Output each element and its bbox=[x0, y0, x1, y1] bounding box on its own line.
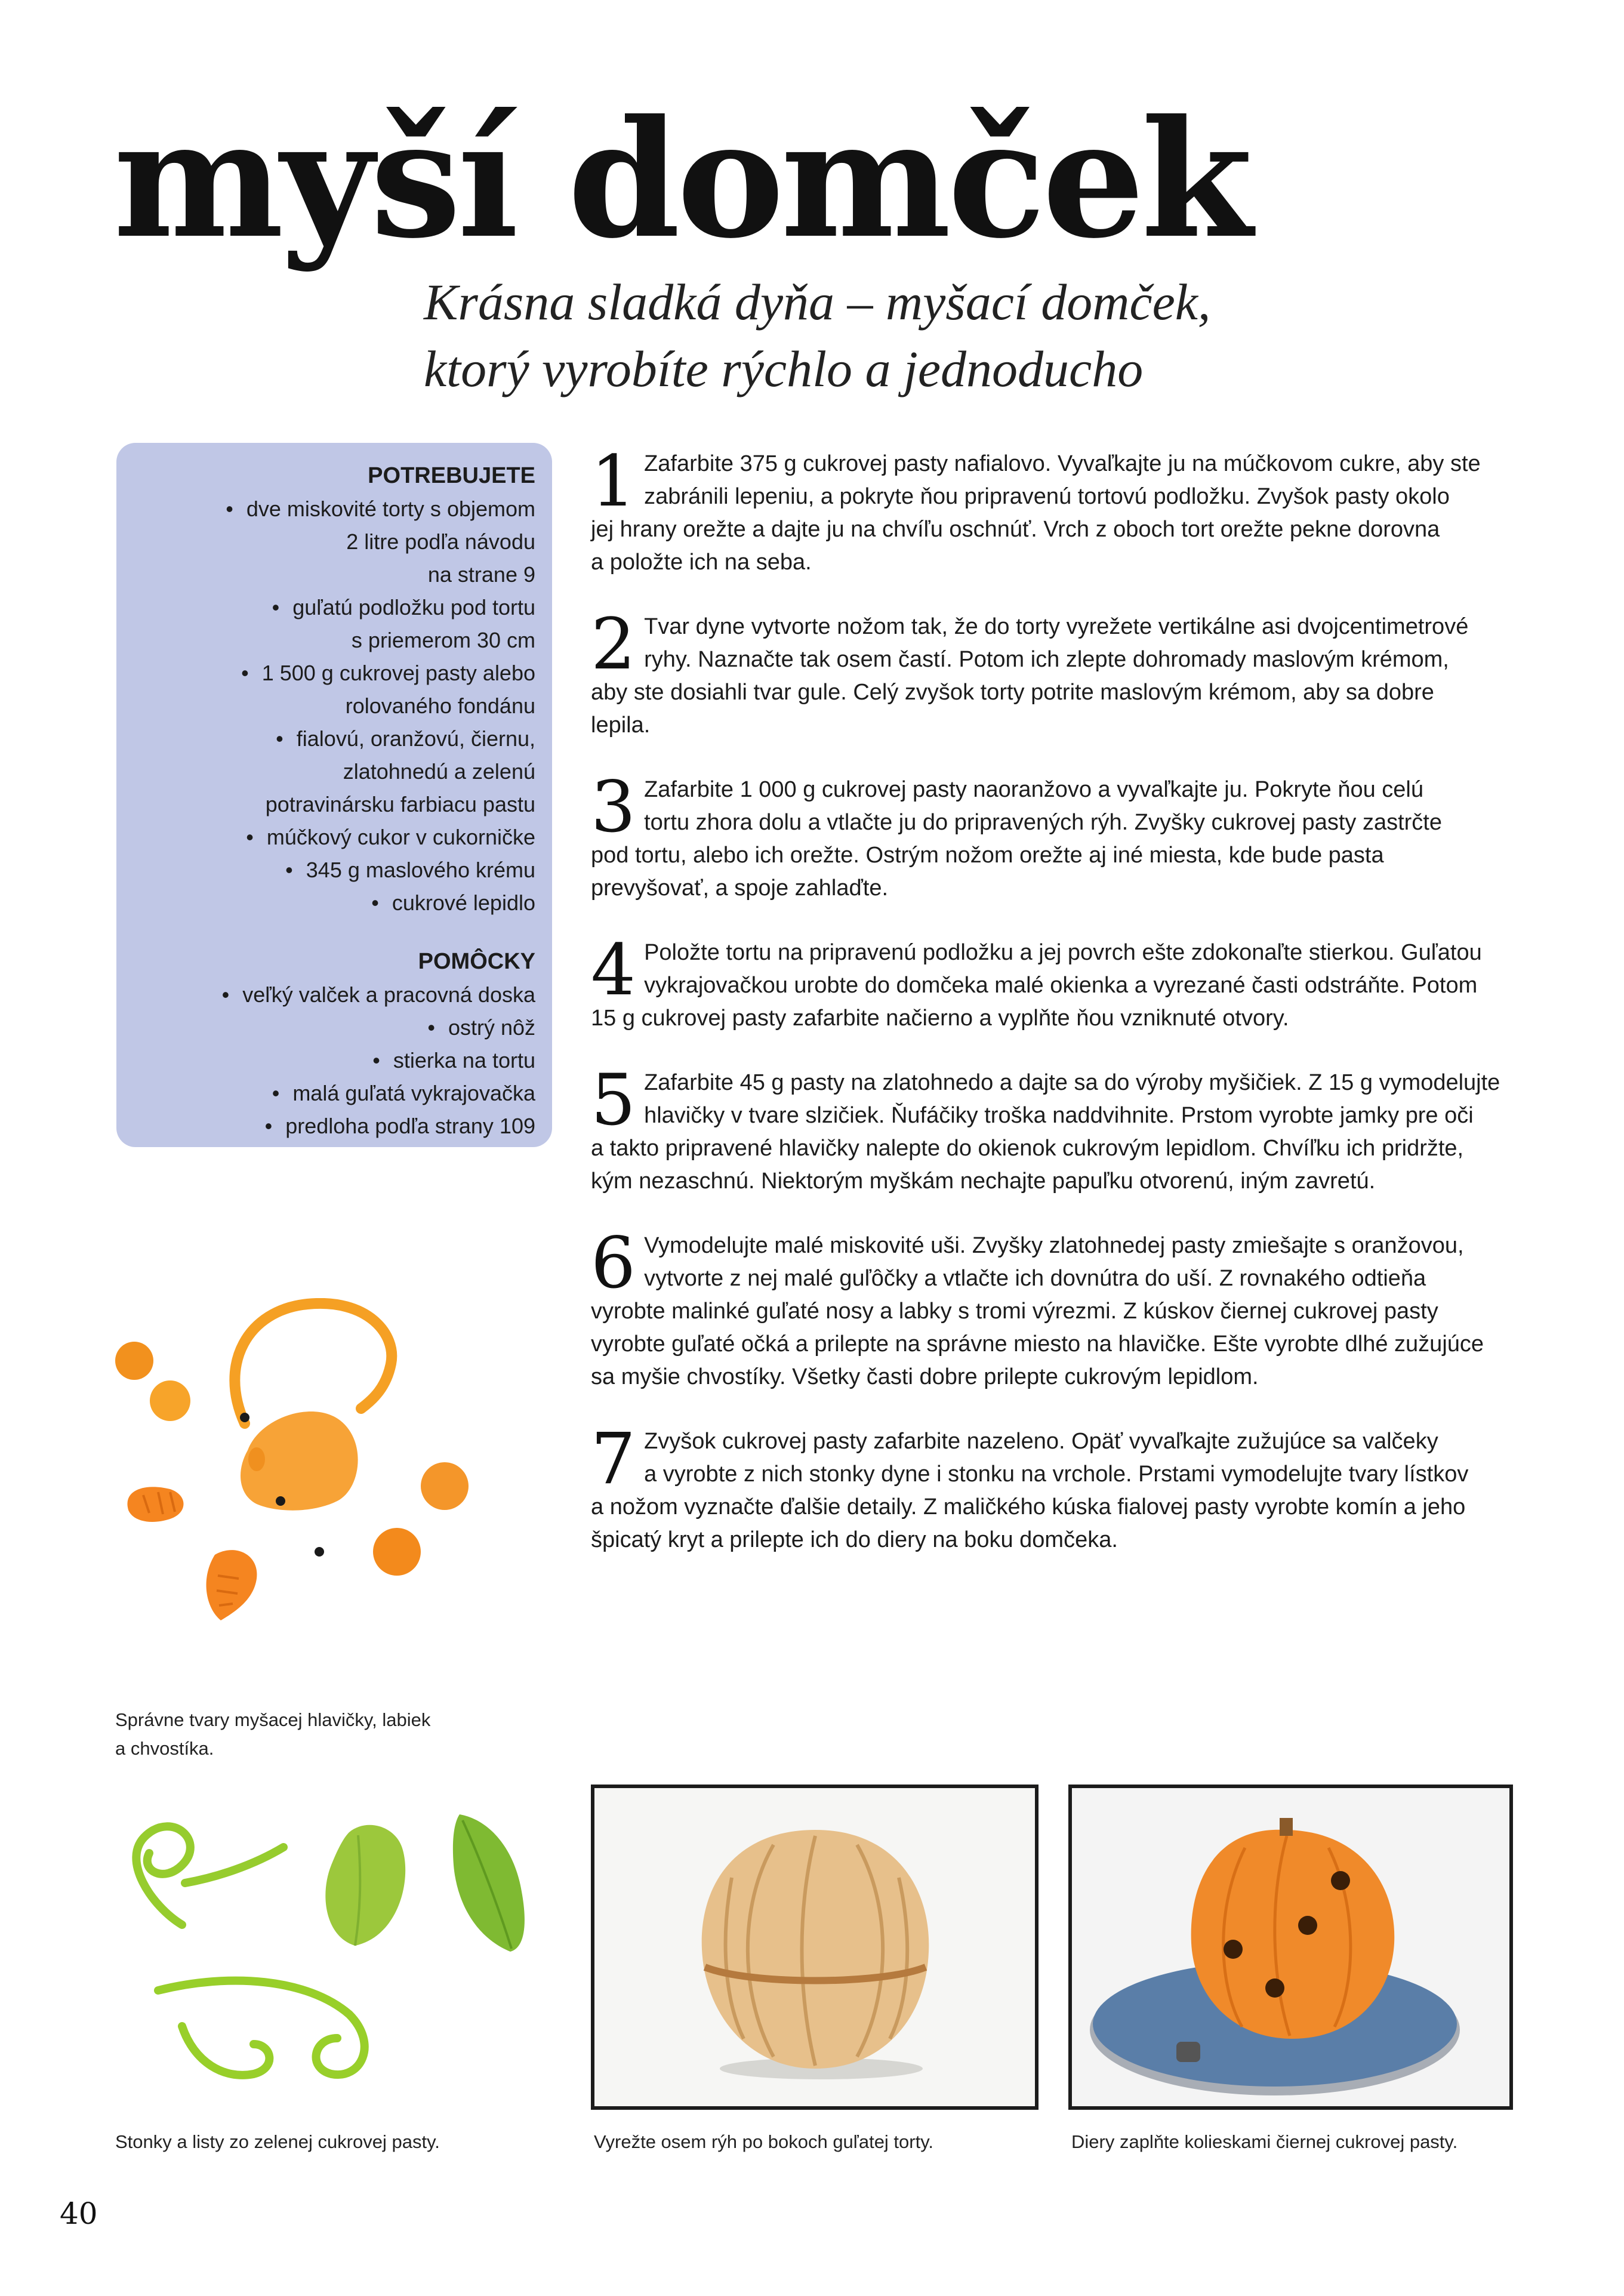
tools-list bbox=[133, 978, 535, 1142]
window-hole-shape bbox=[1298, 1916, 1317, 1935]
subtitle-line: ktorý vyrobíte rýchlo a jednoducho bbox=[424, 340, 1144, 397]
mouse-nose-shape bbox=[248, 1447, 265, 1471]
mouse-ear-shape bbox=[115, 1342, 153, 1380]
tools-text: malá guľatá vykrajovačka bbox=[292, 1081, 535, 1105]
window-hole-shape bbox=[1224, 1940, 1243, 1959]
mouse-eye-shape bbox=[315, 1547, 324, 1557]
step-text-line: Zafarbite 375 g cukrovej pasty nafialovo. Vyvaľkajte ju na múčkovom cukre, aby ste bbox=[644, 451, 1481, 476]
needs-item bbox=[133, 525, 535, 558]
step-text-line: ryhy. Naznačte tak osem častí. Potom ich zlepte dohromady maslovým krémom, bbox=[644, 647, 1449, 672]
bullet-mark: • bbox=[226, 497, 233, 521]
step-text-line: lepila. bbox=[591, 713, 651, 738]
needs-item bbox=[133, 788, 535, 821]
needs-item bbox=[133, 558, 535, 591]
step-5 bbox=[591, 1059, 1510, 1198]
needs-item bbox=[133, 821, 535, 853]
leaf-shape bbox=[325, 1825, 405, 1946]
bullet-mark: • bbox=[272, 1081, 280, 1105]
pumpkin-shape bbox=[1191, 1830, 1395, 2039]
step-text-line: vyrobte malinké guľaté nosy a labky s tromi výrezmi. Z kúskov čiernej cukrovej pasty bbox=[591, 1299, 1438, 1324]
mouse-parts-caption bbox=[115, 1706, 430, 1763]
stems-caption: Stonky a listy zo zelenej cukrovej pasty. bbox=[115, 2131, 440, 2152]
mouse-ear-shape bbox=[150, 1380, 190, 1421]
tools-item bbox=[133, 1077, 535, 1110]
needs-item bbox=[133, 689, 535, 722]
tools-text: veľký valček a pracovná doska bbox=[242, 982, 535, 1007]
step-text-line: tortu zhora dolu a vtlačte ju do pripravených rýh. Zvyšky cukrovej pasty zastrčte bbox=[644, 810, 1442, 835]
needs-text: potravinársku farbiacu pastu bbox=[265, 792, 535, 816]
ingredients-box bbox=[116, 443, 552, 1147]
cake-caption: Vyrežte osem rýh po bokoch guľatej torty. bbox=[594, 2131, 934, 2152]
step-text-line: Položte tortu na pripravenú podložku a jej povrch ešte zdokonaľte stierkou. Guľatou bbox=[644, 940, 1482, 965]
bullet-mark: • bbox=[372, 1048, 380, 1073]
step-text-line: vytvorte z nej malé guľôčky a vtlačte ich dovnútra do uší. Z rovnakého odtieňa bbox=[644, 1266, 1426, 1291]
pumpkin-caption: Diery zaplňte kolieskami čiernej cukrovej pasty. bbox=[1071, 2131, 1458, 2152]
step-number: 5 bbox=[591, 1059, 636, 1141]
tools-heading: POMÔCKY bbox=[418, 949, 535, 974]
step-7 bbox=[591, 1417, 1510, 1557]
step-number: 7 bbox=[591, 1417, 636, 1500]
step-number: 3 bbox=[591, 766, 636, 848]
step-text-line: jej hrany orežte a dajte ju na chvíľu oschnúť. Vrch z oboch tort orežte pekne dorovna bbox=[591, 517, 1440, 542]
step-text-line: Vymodelujte malé miskovité uši. Zvyšky zlatohnedej pasty zmiešajte s oranžovou, bbox=[644, 1233, 1464, 1258]
needs-item bbox=[133, 624, 535, 657]
caption-line: a chvostíka. bbox=[115, 1738, 214, 1759]
step-text-line: a takto pripravené hlavičky nalepte do okienok cukrovým lepidlom. Chvíľku ich pridržte, bbox=[591, 1136, 1464, 1161]
tools-text: stierka na tortu bbox=[393, 1048, 535, 1073]
needs-text: cukrové lepidlo bbox=[392, 890, 535, 915]
needs-item bbox=[133, 722, 535, 755]
step-text-line: Zafarbite 45 g pasty na zlatohnedo a dajte sa do výroby myšičiek. Z 15 g vymodelujte bbox=[644, 1070, 1500, 1095]
needs-text: s priemerom 30 cm bbox=[351, 628, 535, 652]
mouse-eye-shape bbox=[240, 1413, 249, 1422]
needs-text: 345 g maslového krému bbox=[306, 858, 535, 882]
bullet-mark: • bbox=[221, 982, 230, 1007]
window-hole-shape bbox=[1331, 1871, 1350, 1890]
stem-curl-shape bbox=[136, 1826, 283, 1925]
window-hole-shape bbox=[1265, 1978, 1284, 1998]
step-4 bbox=[591, 929, 1510, 1035]
pumpkin-stem-shape bbox=[1280, 1818, 1293, 1836]
tools-text: predloha podľa strany 109 bbox=[285, 1114, 535, 1138]
mouse-ear-shape bbox=[373, 1528, 421, 1576]
step-text-line: prevyšovať, a spoje zahlaďte. bbox=[591, 876, 889, 901]
step-text-line: vyrobte guľaté očká a prilepte na správne miesto na hlavičke. Ešte vyrobte dlhé zužujúce bbox=[591, 1332, 1484, 1357]
step-6 bbox=[591, 1222, 1510, 1394]
step-text-line: Tvar dyne vytvorte nožom tak, že do torty vyrežete vertikálne asi dvojcentimetrové bbox=[644, 614, 1469, 639]
page-subtitle bbox=[424, 269, 1558, 402]
stem-curl-shape bbox=[158, 1981, 365, 2075]
stems-leaves-illustration bbox=[110, 1799, 564, 2104]
needs-text: 1 500 g cukrovej pasty alebo bbox=[261, 661, 535, 685]
step-text-line: kým nezaschnú. Niektorým myškám nechajte papuľku otvorenú, iným zavretú. bbox=[591, 1169, 1376, 1194]
step-text-line: pod tortu, alebo ich orežte. Ostrým nožom orežte aj iné miesta, kde bude pasta bbox=[591, 843, 1384, 868]
bullet-mark: • bbox=[272, 595, 280, 620]
step-text-line: a položte ich na seba. bbox=[591, 550, 812, 575]
needs-item bbox=[133, 853, 535, 886]
mouse-parts-illustration bbox=[110, 1298, 498, 1680]
step-text-line: zabránili lepeniu, a pokryte ňou pripravenú tortovú podložku. Zvyšok pasty okolo bbox=[644, 484, 1450, 509]
step-text-line: 15 g cukrovej pasty zafarbite načierno a vyplňte ňou vzniknuté otvory. bbox=[591, 1006, 1289, 1031]
mouse-tail-shape bbox=[235, 1303, 392, 1423]
subtitle-line: Krásna sladká dyňa – myšací domček, bbox=[424, 273, 1211, 331]
needs-text: 2 litre podľa návodu bbox=[346, 529, 535, 554]
needs-text: guľatú podložku pod tortu bbox=[292, 595, 535, 620]
step-number: 1 bbox=[591, 440, 636, 522]
tools-item bbox=[133, 978, 535, 1011]
needs-text: zlatohnedú a zelenú bbox=[343, 759, 535, 784]
bullet-mark: • bbox=[264, 1114, 273, 1138]
needs-list bbox=[133, 492, 535, 919]
step-text-line: a vyrobte z nich stonky dyne i stonku na vrchole. Prstami vymodelujte tvary lístkov bbox=[644, 1462, 1469, 1487]
step-text-line: Zafarbite 1 000 g cukrovej pasty naoranžovo a vyvaľkajte ju. Pokryte ňou celú bbox=[644, 777, 1423, 802]
bullet-mark: • bbox=[246, 825, 254, 849]
cake-photo bbox=[591, 1785, 1039, 2110]
cutter-shape bbox=[1176, 2042, 1200, 2062]
needs-text: dve miskovité torty s objemom bbox=[246, 497, 535, 521]
pumpkin-photo bbox=[1068, 1785, 1513, 2110]
step-text-line: vykrajovačkou urobte do domčeka malé okienka a vyrezané časti odstráňte. Potom bbox=[644, 973, 1478, 998]
step-text-line: a nožom vyznačte ďalšie detaily. Z maličkého kúska fialovej pasty vyrobte komín a jeho bbox=[591, 1494, 1466, 1520]
mouse-paw-shape bbox=[127, 1487, 183, 1522]
bullet-mark: • bbox=[276, 726, 283, 751]
caption-line: Správne tvary myšacej hlavičky, labiek bbox=[115, 1709, 431, 1730]
bullet-mark: • bbox=[427, 1015, 435, 1040]
needs-heading: POTREBUJETE bbox=[368, 463, 535, 488]
needs-item bbox=[133, 591, 535, 624]
tools-item bbox=[133, 1110, 535, 1142]
step-number: 2 bbox=[591, 603, 636, 685]
mouse-ear-shape bbox=[421, 1462, 469, 1510]
bullet-mark: • bbox=[285, 858, 293, 882]
step-3 bbox=[591, 766, 1510, 905]
mouse-eye-shape bbox=[276, 1496, 285, 1506]
needs-item bbox=[133, 755, 535, 788]
cake-sponge-shape bbox=[702, 1830, 929, 2069]
needs-text: múčkový cukor v cukorničke bbox=[266, 825, 535, 849]
needs-text: rolovaného fondánu bbox=[345, 694, 535, 718]
page-title: myší domček bbox=[113, 84, 1249, 274]
step-number: 6 bbox=[591, 1222, 636, 1304]
tools-item bbox=[133, 1044, 535, 1077]
mouse-paw-shape bbox=[207, 1550, 257, 1620]
needs-item bbox=[133, 492, 535, 525]
steps-list bbox=[591, 440, 1510, 1588]
bullet-mark: • bbox=[371, 890, 379, 915]
needs-text: na strane 9 bbox=[427, 562, 535, 587]
step-2 bbox=[591, 603, 1510, 742]
step-text-line: Zvyšok cukrovej pasty zafarbite nazeleno. Opäť vyvaľkajte zužujúce sa valčeky bbox=[644, 1429, 1438, 1454]
step-number: 4 bbox=[591, 929, 636, 1011]
page-number: 40 bbox=[60, 2196, 98, 2231]
tools-text: ostrý nôž bbox=[448, 1015, 535, 1040]
tools-item bbox=[133, 1011, 535, 1044]
step-text-line: sa myšie chvostíky. Všetky časti dobre prilepte cukrovým lepidlom. bbox=[591, 1364, 1259, 1389]
step-text-line: aby ste dosiahli tvar gule. Celý zvyšok torty potrite maslovým krémom, aby sa dobre bbox=[591, 680, 1434, 705]
needs-text: fialovú, oranžovú, čiernu, bbox=[296, 726, 535, 751]
step-1 bbox=[591, 440, 1510, 579]
step-text-line: špicatý kryt a prilepte ich do diery na boku domčeka. bbox=[591, 1527, 1118, 1552]
needs-item bbox=[133, 657, 535, 689]
bullet-mark: • bbox=[241, 661, 249, 685]
needs-item bbox=[133, 886, 535, 919]
step-text-line: hlavičky v tvare slzičiek. Ňufáčiky troška naddvihnite. Prstom vyrobte jamky pre oči bbox=[644, 1103, 1474, 1128]
